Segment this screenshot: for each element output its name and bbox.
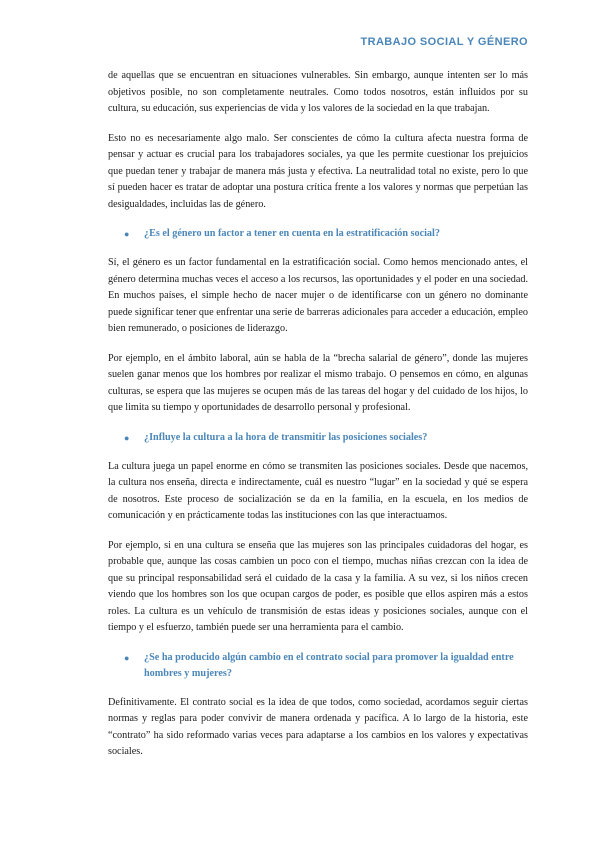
paragraph: Esto no es necesariamente algo malo. Ser conscientes de cómo la cultura afecta nuestra forma de pensar y actuar es crucial para los trabajadores sociales, ya que les permite cuestionar los prejuicios que puedan tener y trabajar de manera más justa y efectiva. La neutralidad total no existe, pero lo que sí pueden hacer es tratar de adoptar una postura crítica frente a los valores y normas que perpetúan las desigualdades, incluidas las de género. (108, 132, 528, 210)
question-text: ¿Influye la cultura a la hora de transmitir las posiciones sociales? (144, 431, 428, 443)
paragraph: de aquellas que se encuentran en situaciones vulnerables. Sin embargo, aunque intenten ser lo más objetivos posible, no son completamente neutrales. Como todos nosotros, están influidos por su cultura, su educación, sus experiencias de vida y los valores de la sociedad en la que trabajan. (108, 70, 528, 114)
question-heading (108, 226, 528, 242)
paragraph: Por ejemplo, en el ámbito laboral, aún se habla de la “brecha salarial de género”, donde las mujeres suelen ganar menos que los hombres por realizar el mismo trabajo. O pensemos en cómo, en algunas culturas, se espera que las mujeres se ocupen más de las tareas del hogar y del cuidado de los hijos, lo que limita su tiempo y oportunidades de desarrollo personal y profesional. (108, 352, 528, 413)
paragraph: Definitivamente. El contrato social es la idea de que todos, como sociedad, acordamos seguir ciertas normas y reglas para poder convivir de manera ordenada y pacífica. A lo largo de la historia, este “contrato” ha sido reformado varias veces para adaptarse a los cambios en los valores y expectativas sociales. (108, 696, 528, 757)
paragraph: Por ejemplo, si en una cultura se enseña que las mujeres son las principales cuidadoras del hogar, es probable que, aunque las cosas cambien un poco con el tiempo, muchas niñas crezcan con la idea de que su principal responsabilidad será el cuidado de la casa y la familia. A su vez, si los niños crecen viendo que los hombres son los que ocupan cargos de poder, es posible que ellos aspiren más a estos roles. La cultura es un vehículo de transmisión de estas ideas y posiciones sociales, aunque con el tiempo y el esfuerzo, también puede ser una herramienta para el cambio. (108, 539, 528, 633)
header-title: TRABAJO SOCIAL Y GÉNERO (360, 36, 528, 48)
bullet-icon: ● (124, 432, 130, 443)
document-body (108, 68, 528, 774)
question-heading (108, 430, 528, 446)
paragraph: Sí, el género es un factor fundamental en la estratificación social. Como hemos mencionado antes, el género determina muchas veces el acceso a los recursos, las oportunidades y el poder en una sociedad. En muchos países, el simple hecho de nacer mujer o de identificarse con un género no dominante puede significar tener que enfrentar una serie de barreras adicionales para acceder a educación, empleo bien remunerado, o posiciones de liderazgo. (108, 257, 528, 334)
bullet-icon: ● (124, 652, 130, 663)
question-text: ¿Se ha producido algún cambio en el contrato social para promover la igualdad entre hombres y mujeres? (144, 651, 514, 679)
question-text: ¿Es el género un factor a tener en cuenta en la estratificación social? (144, 228, 440, 239)
question-heading (108, 650, 528, 682)
bullet-icon: ● (124, 229, 130, 239)
paragraph: La cultura juega un papel enorme en cómo se transmiten las posiciones sociales. Desde que nacemos, la cultura nos enseña, directa e indirectamente, cuál es nuestro “lugar” en la sociedad y qué se espera de nosotros. Este proceso de socialización se da en la familia, en la escuela, en los medios de comunicación y en prácticamente todas las instituciones con las que interactuamos. (108, 460, 528, 521)
